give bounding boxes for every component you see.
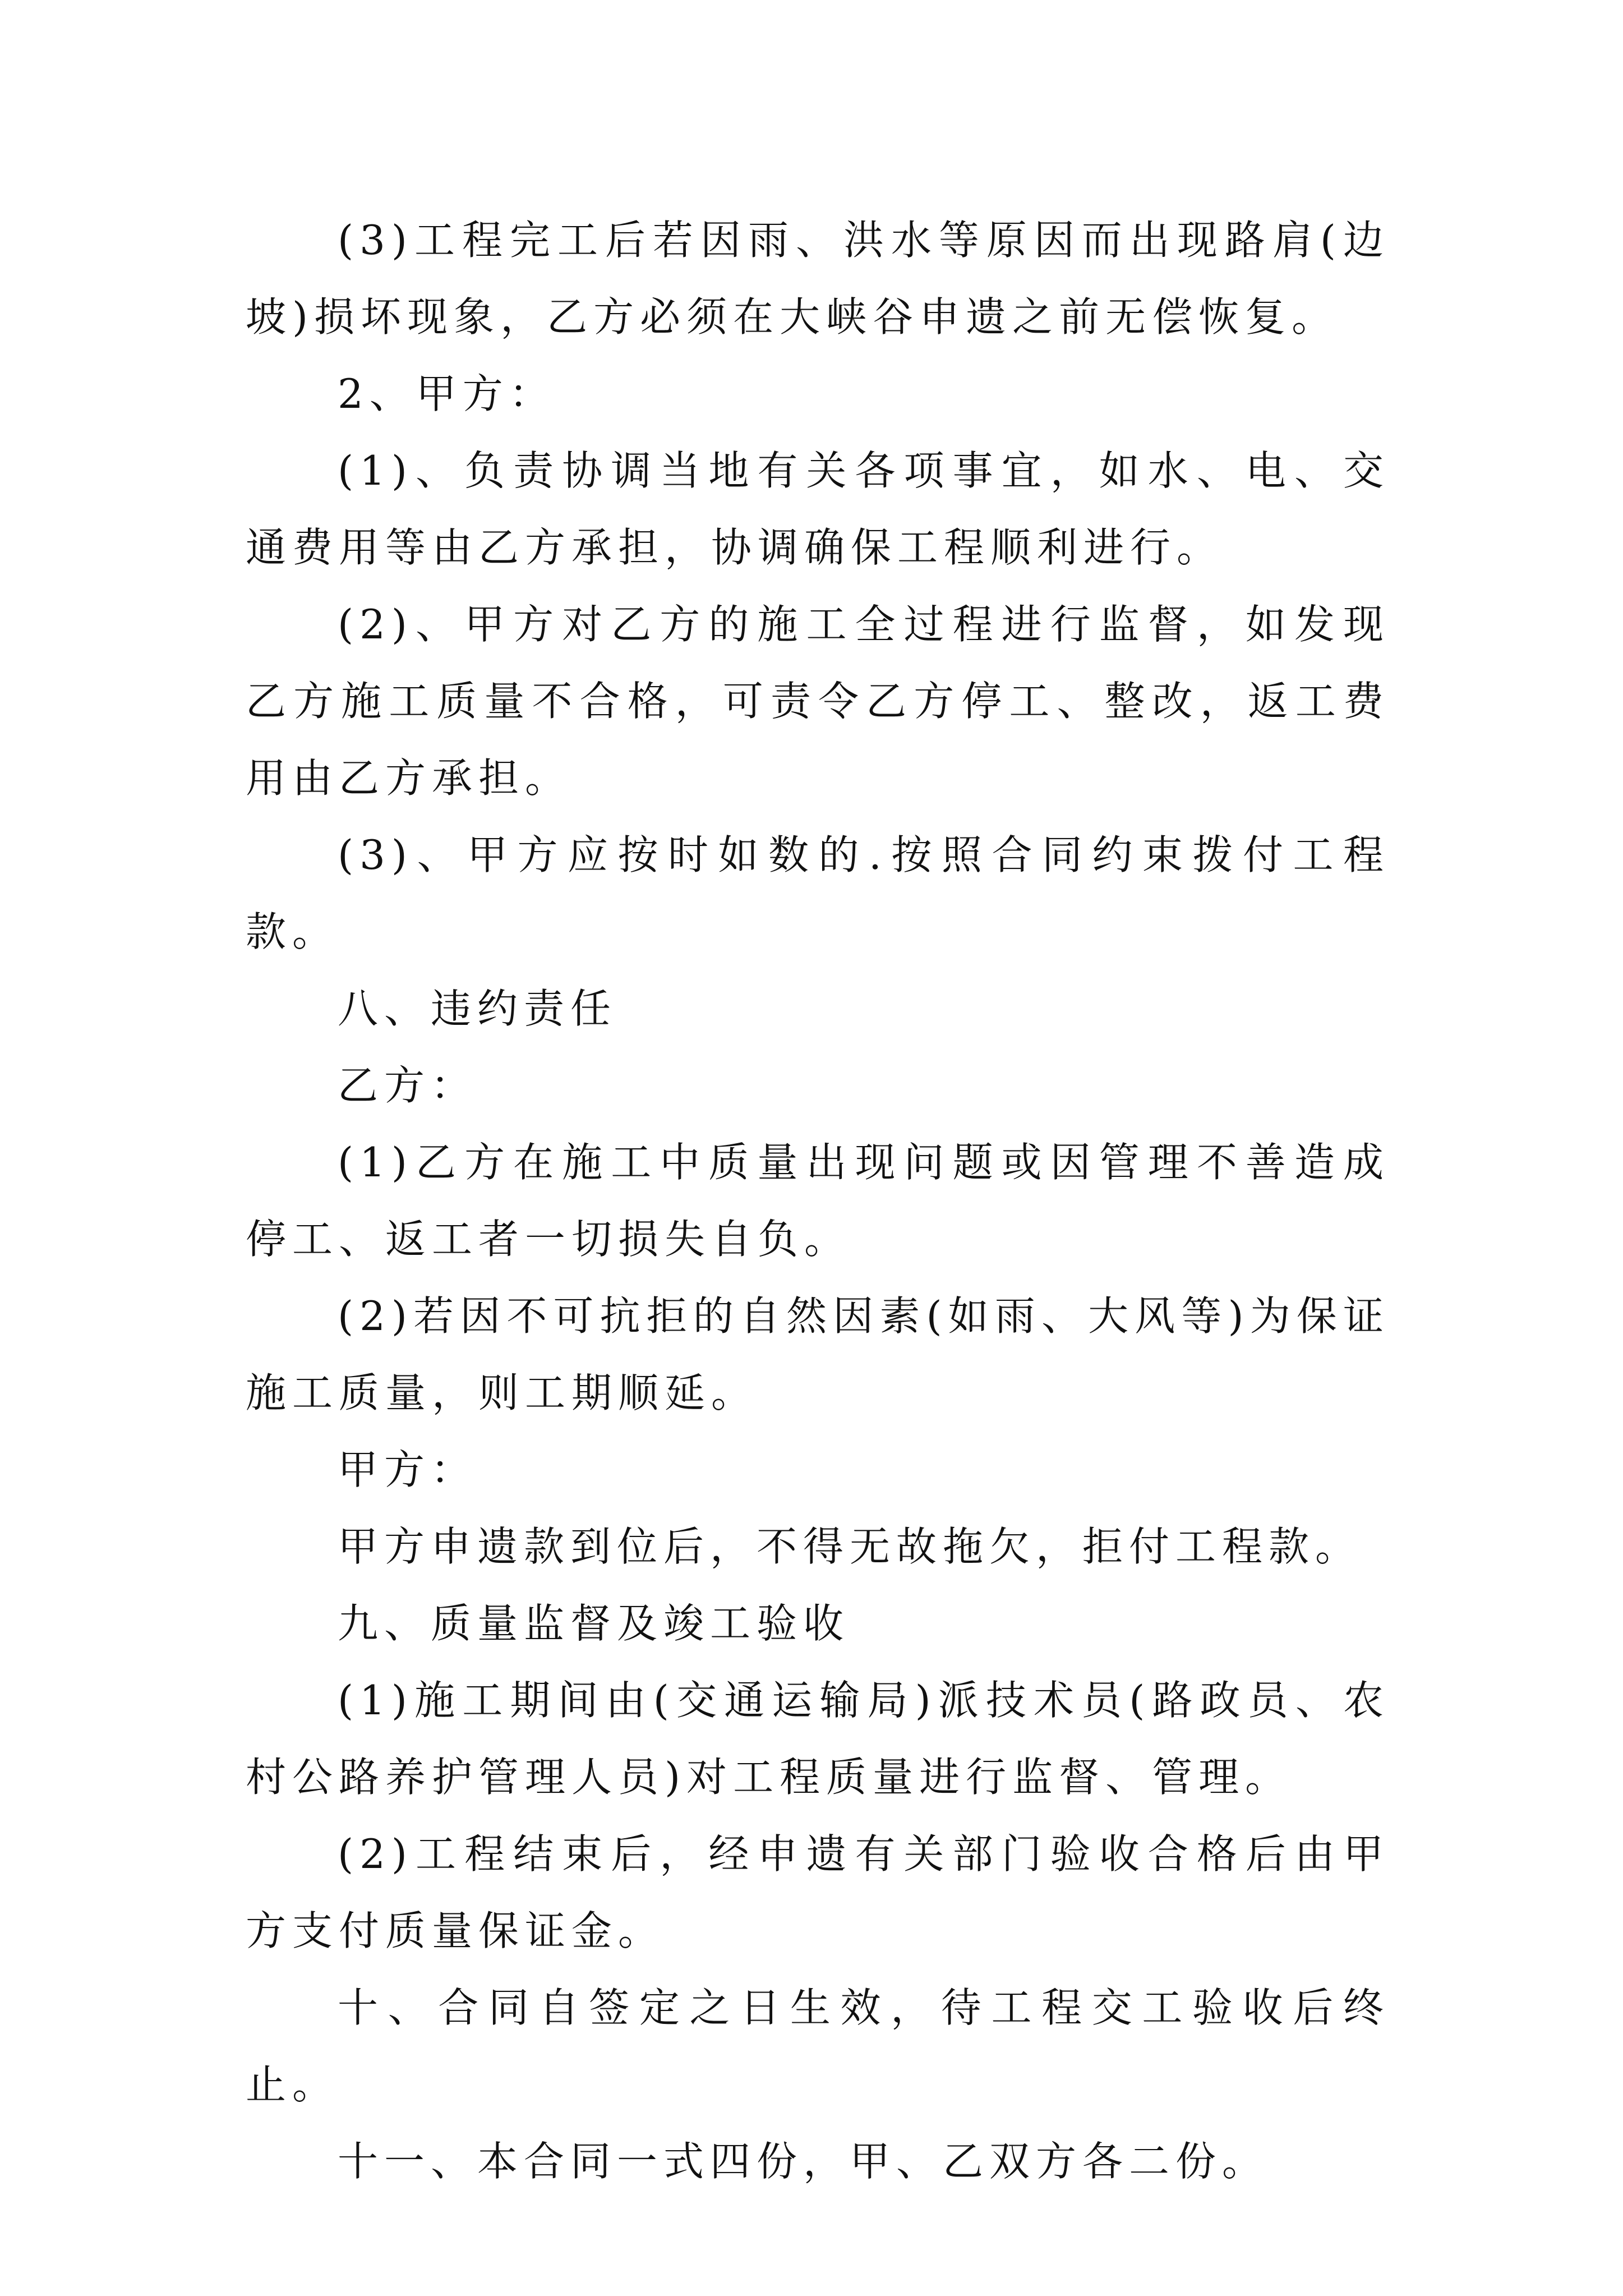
paragraph-party-a-supervision: (2)、甲方对乙方的施工全过程进行监督，如发现乙方施工质量不合格，可责令乙方停工、整改，返工费用由乙方承担。 xyxy=(246,601,1390,802)
section-heading-quality-acceptance: 九、质量监督及竣工验收 xyxy=(338,1600,850,1647)
paragraph-party-a-coordination: (1)、负责协调当地有关各项事宜，如水、电、交通费用等由乙方承担，协调确保工程顺利进行。 xyxy=(246,447,1390,571)
paragraph-party-a-no-default: 甲方申遗款到位后，不得无故拖欠，拒付工程款。 xyxy=(338,1523,1362,1570)
paragraph-party-b-quality-loss: (1)乙方在施工中质量出现问题或因管理不善造成停工、返工者一切损失自负。 xyxy=(246,1139,1390,1263)
paragraph-party-a-label: 甲方： xyxy=(338,1446,478,1493)
document-body xyxy=(246,202,1390,2200)
paragraph-quality-deposit: (2)工程结束后，经申遗有关部门验收合格后由甲方支付质量保证金。 xyxy=(246,1830,1390,1954)
paragraph-party-a-payment: (3)、甲方应按时如数的.按照合同约束拨付工程款。 xyxy=(246,831,1390,955)
section-heading-breach-liability: 八、违约责任 xyxy=(338,985,617,1032)
paragraph-contract-effective: 十、合同自签定之日生效，待工程交工验收后终止。 xyxy=(246,1984,1390,2108)
paragraph-contract-copies: 十一、本合同一式四份，甲、乙双方各二份。 xyxy=(338,2138,1269,2185)
paragraph-party-b-label: 乙方： xyxy=(338,1062,478,1109)
paragraph-party-a-heading: 2、甲方： xyxy=(338,370,556,417)
paragraph-construction-supervision: (1)施工期间由(交通运输局)派技术员(路政员、农村公路养护管理人员)对工程质量进行监督、管理。 xyxy=(246,1677,1390,1801)
paragraph-party-b-force-majeure: (2)若因不可抗拒的自然因素(如雨、大风等)为保证施工质量，则工期顺延。 xyxy=(246,1292,1390,1416)
paragraph-restoration-clause: (3)工程完工后若因雨、洪水等原因而出现路肩(边坡)损坏现象，乙方必须在大峡谷申遗之前无偿恢复。 xyxy=(246,217,1390,341)
